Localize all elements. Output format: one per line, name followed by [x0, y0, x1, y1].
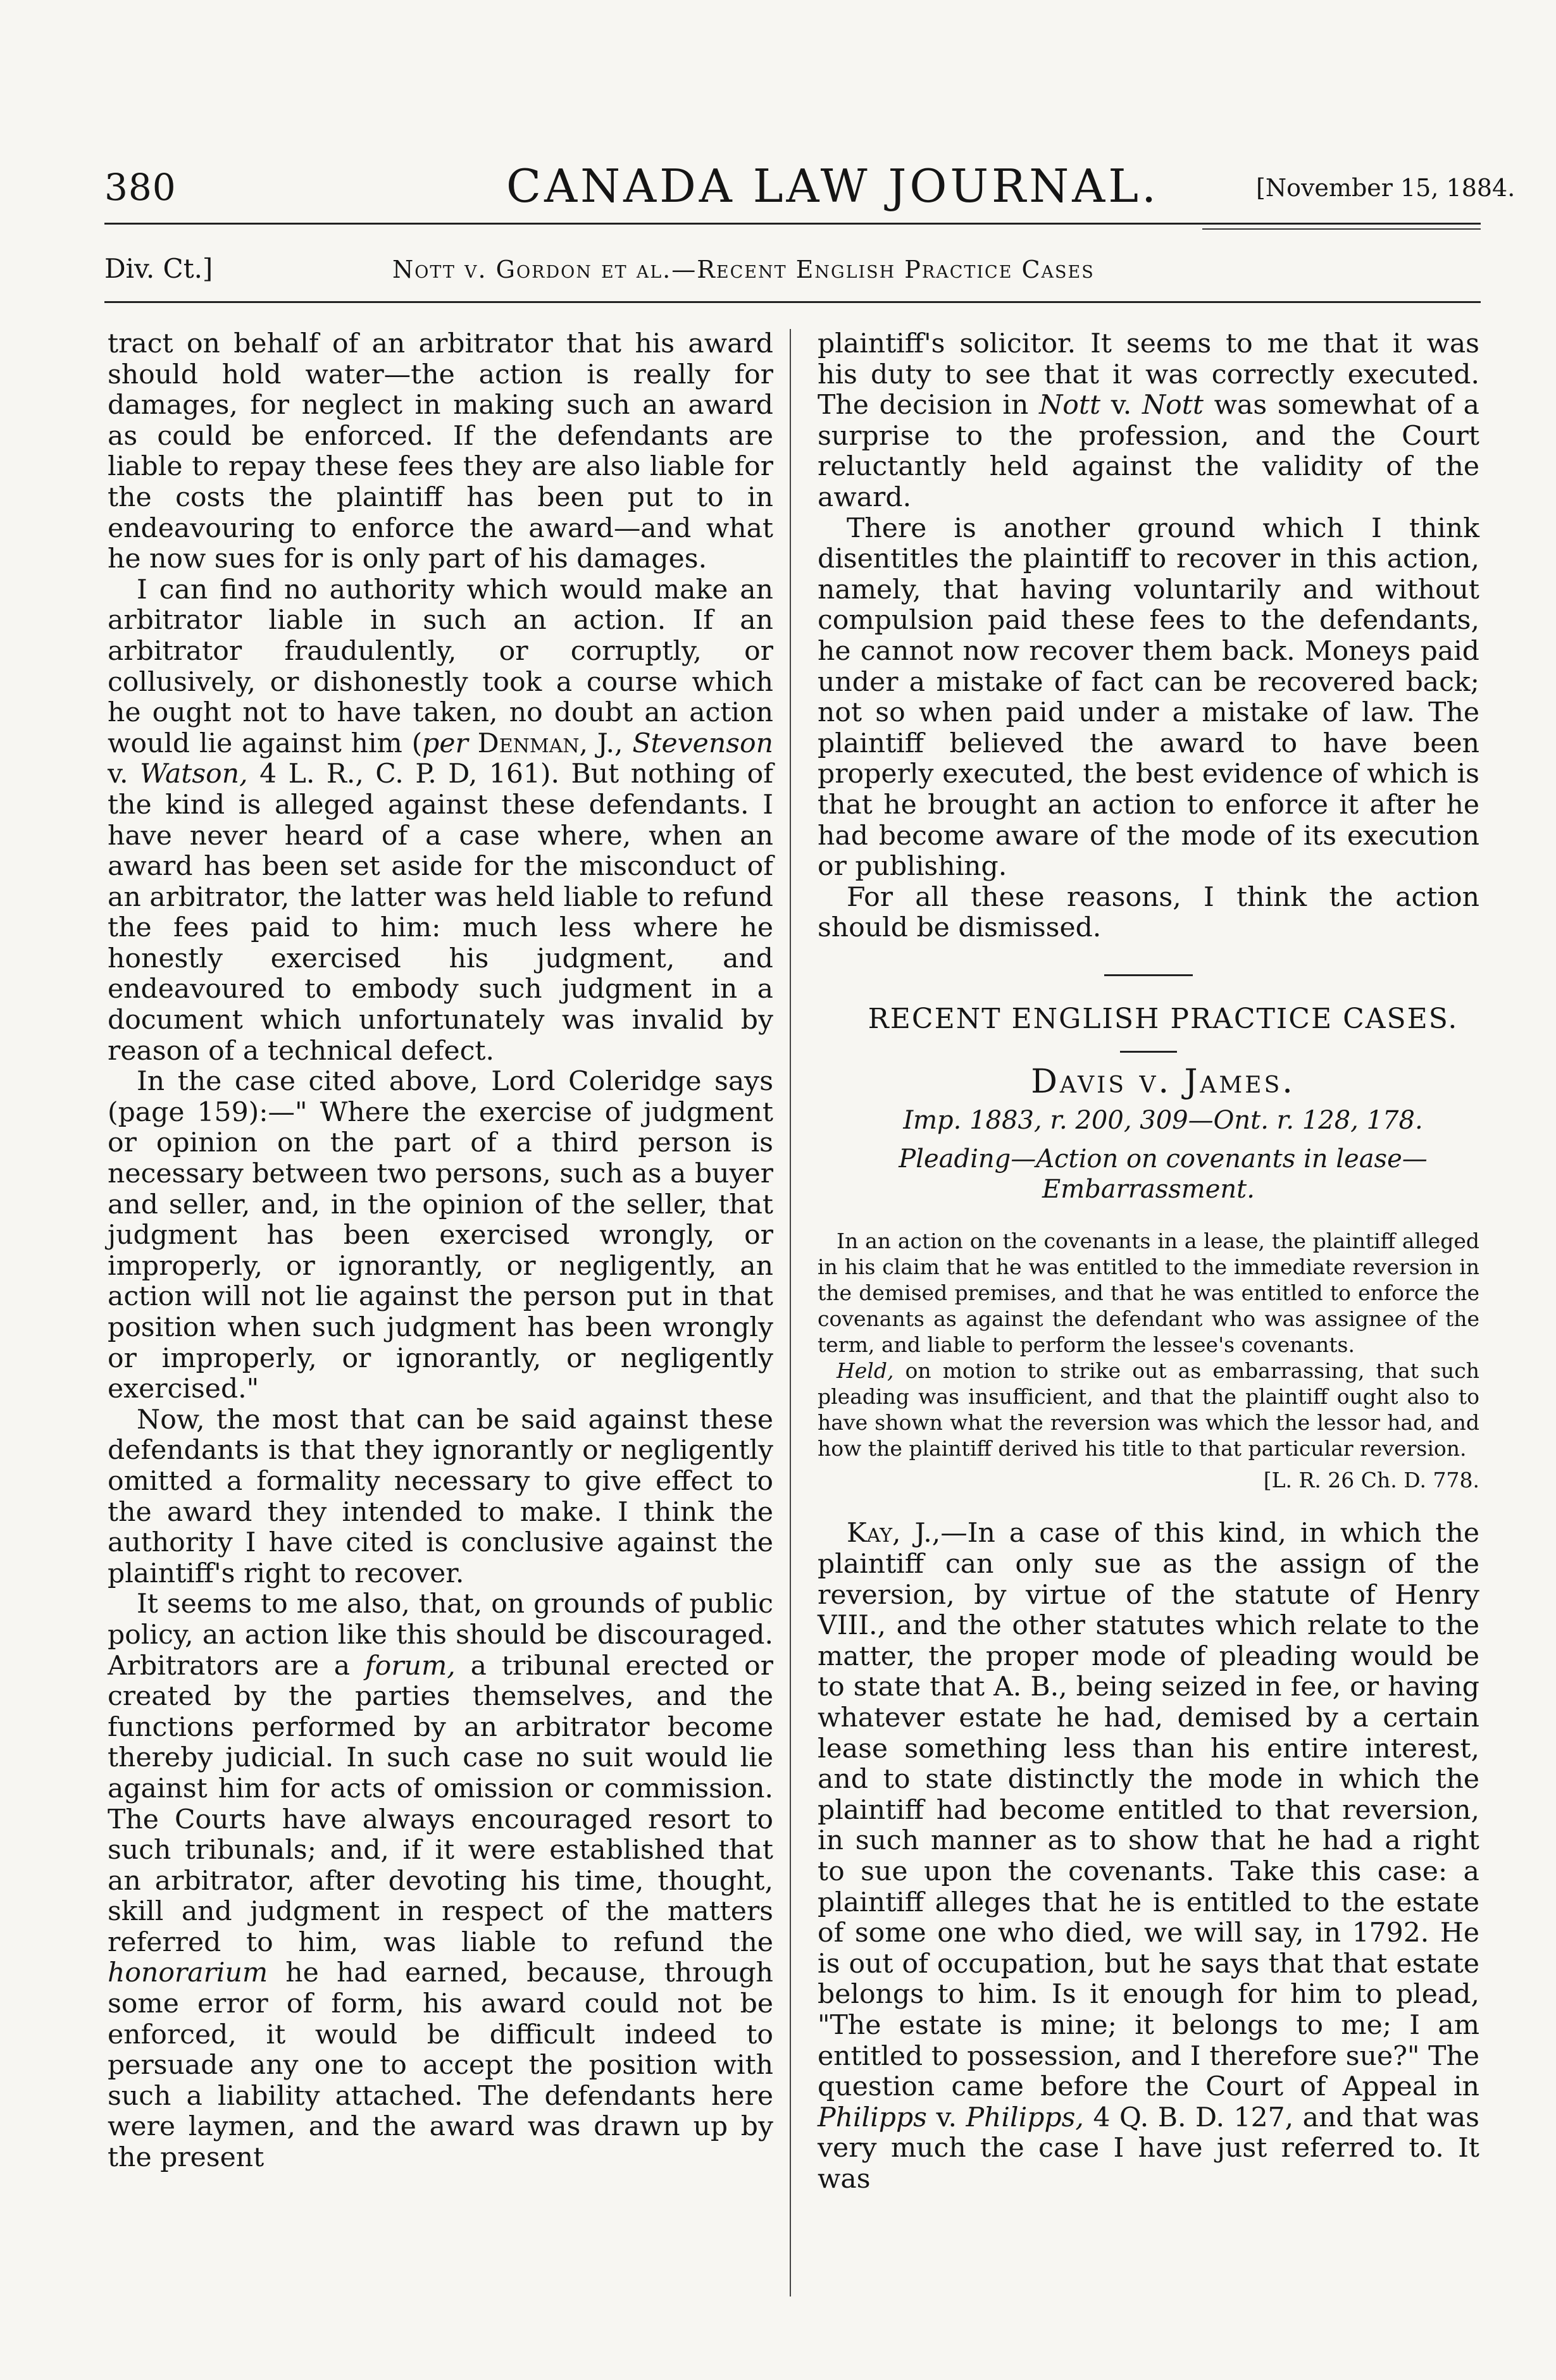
headnote: In an action on the covenants in a lease, the plaintiff alleged in his claim that he was entitled to the immediate reversion in the demised premises, and that he was entitled to enforce the covenants as against the defendant who was assignee of the term, and liable to perform the lessee's covenants.	[818, 1228, 1479, 1357]
case-topic: Pleading—Action on covenants in lease—Embarrassment.	[899, 1144, 1428, 1205]
report-reference: [L. R. 26 Ch. D. 778.	[1263, 1467, 1479, 1492]
paragraph: In the case cited above, Lord Coleridge says (page 159):—" Where the exercise of judgment or opinion on the part of a third person is necessary between two persons, such as a buyer and seller, and, in the opinion of the seller, that judgment has been exercised wrongly, or improperly, or ignorantly, or negligently, an action will not lie against the person put in that position when such judgment has been wrongly or improperly, or ignorantly, or negligently exercised."	[108, 1066, 773, 1405]
paragraph: For all these reasons, I think the action should be dismissed.	[818, 881, 1479, 944]
header-rule	[104, 223, 1481, 225]
paragraph: There is another ground which I think disentitles the plaintiff to recover in this action, namely, that having voluntarily and without compulsion paid these fees to the defendants, he cannot now recover them back. Moneys paid under a mistake of fact can be recovered back; not so when paid under a mistake of law. The plaintiff believed the award to have been properly executed, the best evidence of which is that he brought an action to enforce it after he had become aware of the mode of its execution or publishing.	[818, 512, 1479, 883]
headnote: Held, on motion to strike out as embarrassing, that such pleading was insufficient, and that the plaintiff ought also to have shown what the reversion was which the lessor had, and how the plaintiff derived his title to that particular reversion.	[818, 1358, 1479, 1461]
running-title: Nott v. Gordon et al.—Recent English Practice Cases	[392, 256, 1095, 283]
case-citation: Imp. 1883, r. 200, 309—Ont. r. 128, 178.	[903, 1106, 1423, 1136]
header-rule-secondary	[1202, 228, 1481, 230]
column-separator	[790, 329, 791, 2296]
judgment-paragraph: Kay, J.,—In a case of this kind, in which the plaintiff can only sue as the assign of the reversion, by virtue of the statute of Henry VIII., and the other statutes which relate to the matter, the proper mode of pleading would be to state that A. B., being seized in fee, or having whatever estate he had, demised by a certain lease something less than his entire interest, and to state distinctly the mode in which the plaintiff had become entitled to that reversion, in such manner as to show that he had a right to sue upon the covenants. Take this case: a plaintiff alleges that he is entitled to the estate of some one who died, we will say, in 1792. He is out of occupation, but he says that that estate belongs to him. Is it enough for him to plead, "The estate is mine; it belongs to me; I am entitled to possession, and I therefore sue?" The question came before the Court of Appeal in Philipps v. Philipps, 4 Q. B. D. 127, and that was very much the case I have just referred to. It was	[818, 1518, 1479, 2195]
case-title: Davis v. James.	[1031, 1063, 1295, 1101]
subheader-rule	[104, 301, 1481, 303]
paragraph: plaintiff's solicitor. It seems to me that it was his duty to see that it was correctly executed. The decision in Nott v. Nott was somewhat of a surprise to the profession, and the Court reluctantly held against the validity of the award.	[818, 328, 1479, 513]
left-column	[108, 329, 773, 2174]
section-heading: RECENT ENGLISH PRACTICE CASES.	[868, 1002, 1459, 1035]
division-label: Div. Ct.]	[104, 253, 213, 284]
page-number: 380	[104, 166, 177, 209]
issue-date: [November 15, 1884.	[1256, 174, 1516, 202]
section-divider	[1104, 974, 1193, 976]
journal-title: CANADA LAW JOURNAL.	[506, 159, 1159, 213]
paragraph: It seems to me also, that, on grounds of public policy, an action like this should be discouraged. Arbitrators are a forum, a tribunal erected or created by the parties themselves, and the functions performed by an arbitrator become thereby judicial. In such case no suit would lie against him for acts of omission or commission. The Courts have always encouraged resort to such tribunals; and, if it were established that an arbitrator, after devoting his time, thought, skill and judgment in respect of the matters referred to him, was liable to refund the honorarium he had earned, because, through some error of form, his award could not be enforced, it would be difficult indeed to persuade any one to accept the position with such a liability attached. The defendants here were laymen, and the award was drawn up by the present	[108, 1589, 773, 2174]
paragraph: I can find no authority which would make an arbitrator liable in such an action. If an arbitrator fraudulently, or corruptly, or collusively, or dishonestly took a course which he ought not to have taken, no doubt an action would lie against him (per Denman, J., Stevenson v. Watson, 4 L. R., C. P. D, 161). But nothing of the kind is alleged against these defendants. I have never heard of a case where, when an award has been set aside for the misconduct of an arbitrator, the latter was held liable to refund the fees paid to him: much less where he honestly exercised his judgment, and endeavoured to embody such judgment in a document which unfortunately was invalid by reason of a technical defect.	[108, 574, 773, 1067]
paragraph: Now, the most that can be said against these defendants is that they ignorantly or negligently omitted a formality necessary to give effect to the award they intended to make. I think the authority I have cited is conclusive against the plaintiff's right to recover.	[108, 1404, 773, 1589]
right-column	[818, 329, 1479, 2195]
section-divider	[1120, 1051, 1177, 1053]
paragraph: tract on behalf of an arbitrator that his award should hold water—the action is really for damages, for neglect in making such an award as could be enforced. If the defendants are liable to repay these fees they are also liable for the costs the plaintiff has been put to in endeavouring to enforce the award—and what he now sues for is only part of his damages.	[108, 328, 773, 575]
